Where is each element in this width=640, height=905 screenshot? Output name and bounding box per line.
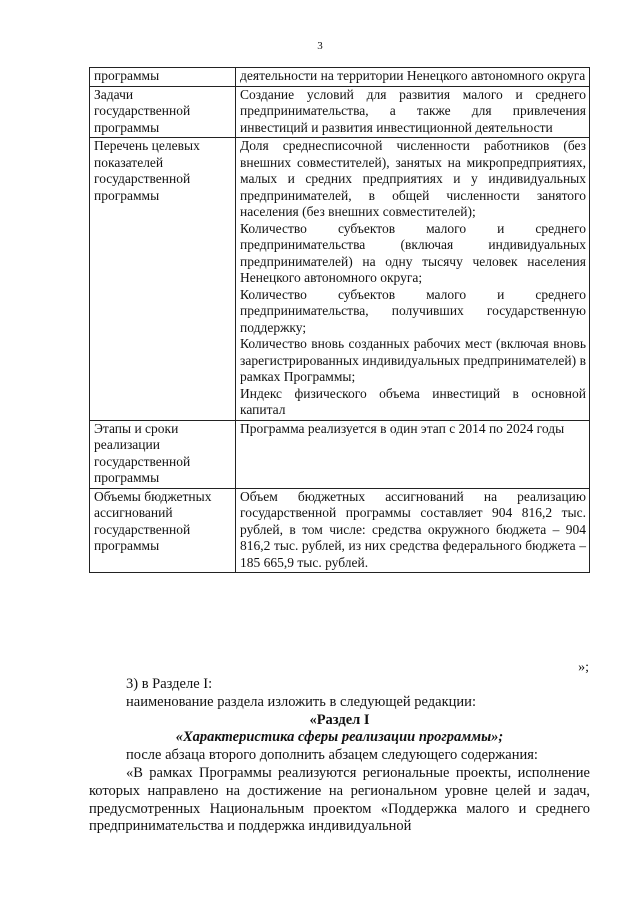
row-value bbox=[236, 138, 590, 421]
add-instruction: после абзаца второго дополнить абзацем следующего содержания: bbox=[126, 747, 538, 764]
table-row bbox=[90, 138, 590, 421]
section-name: «Характеристика сферы реализации программы»; bbox=[175, 729, 504, 746]
row-value-paragraph: Количество субъектов малого и среднего предпринимательства (включая индивидуальных предпринимателей) на одну тысячу человек населения Ненецкого автономного округа; bbox=[240, 220, 586, 285]
row-label: Задачи государственной программы bbox=[90, 86, 236, 138]
row-value bbox=[236, 86, 590, 138]
row-label: Объемы бюджетных ассигнований государственной программы bbox=[90, 488, 236, 573]
table-row bbox=[90, 488, 590, 573]
row-value bbox=[236, 420, 590, 488]
row-value-paragraph: Количество субъектов малого и среднего предпринимательства, получивших государственную поддержку; bbox=[240, 286, 586, 335]
row-label: программы bbox=[90, 68, 236, 87]
row-value-paragraph: Индекс физического объема инвестиций в основной капитал bbox=[240, 385, 586, 417]
row-value-paragraph: Создание условий для развития малого и среднего предпринимательства, а также для привлечения инвестиций и развития инвестиционной деятельности bbox=[240, 86, 586, 135]
row-label: Этапы и сроки реализации государственной программы bbox=[90, 420, 236, 488]
rename-instruction: наименование раздела изложить в следующей редакции: bbox=[126, 693, 476, 710]
row-value-paragraph: деятельности на территории Ненецкого автономного округа bbox=[240, 68, 586, 83]
amendment-text bbox=[89, 676, 590, 836]
section-title: «Раздел I bbox=[309, 711, 370, 728]
row-value bbox=[236, 488, 590, 573]
row-value-paragraph: Объем бюджетных ассигнований на реализацию государственной программы составляет 904 816,2 тыс. рублей, в том числе: средства окружного бюджета – 904 816,2 тыс. рублей, из них средства федерального бюджета – 185 665,9 тыс. рублей. bbox=[240, 488, 586, 570]
row-value-paragraph: Количество вновь созданных рабочих мест (включая вновь зарегистрированных индивидуальных предпринимателей) в рамках Программы; bbox=[240, 336, 586, 384]
table-row bbox=[90, 420, 590, 488]
closing-quote-mark: »; bbox=[578, 660, 589, 675]
row-value bbox=[236, 68, 590, 87]
row-value-paragraph: Доля среднесписочной численности работников (без внешних совместителей), занятых на микропредприятиях, малых и средних предприятиях и у индивидуальных предпринимателей, в общей численности занятого населения (без внешних совместителей); bbox=[240, 138, 586, 219]
program-passport-table bbox=[89, 67, 590, 573]
quoted-paragraph: «В рамках Программы реализуются региональные проекты, исполнение которых направлено на достижение на региональном уровне целей и задач, предусмотренных Национальным проектом «Поддержка малого и среднего предпринимательства и поддержка индивидуальной bbox=[89, 764, 590, 835]
row-label: Перечень целевых показателей государственной программы bbox=[90, 138, 236, 421]
row-value-paragraph: Программа реализуется в один этап с 2014 по 2024 годы bbox=[240, 420, 565, 436]
item-3: 3) в Разделе I: bbox=[126, 676, 213, 692]
table-row bbox=[90, 86, 590, 138]
table-row bbox=[90, 68, 590, 87]
page-number: 3 bbox=[317, 40, 323, 52]
